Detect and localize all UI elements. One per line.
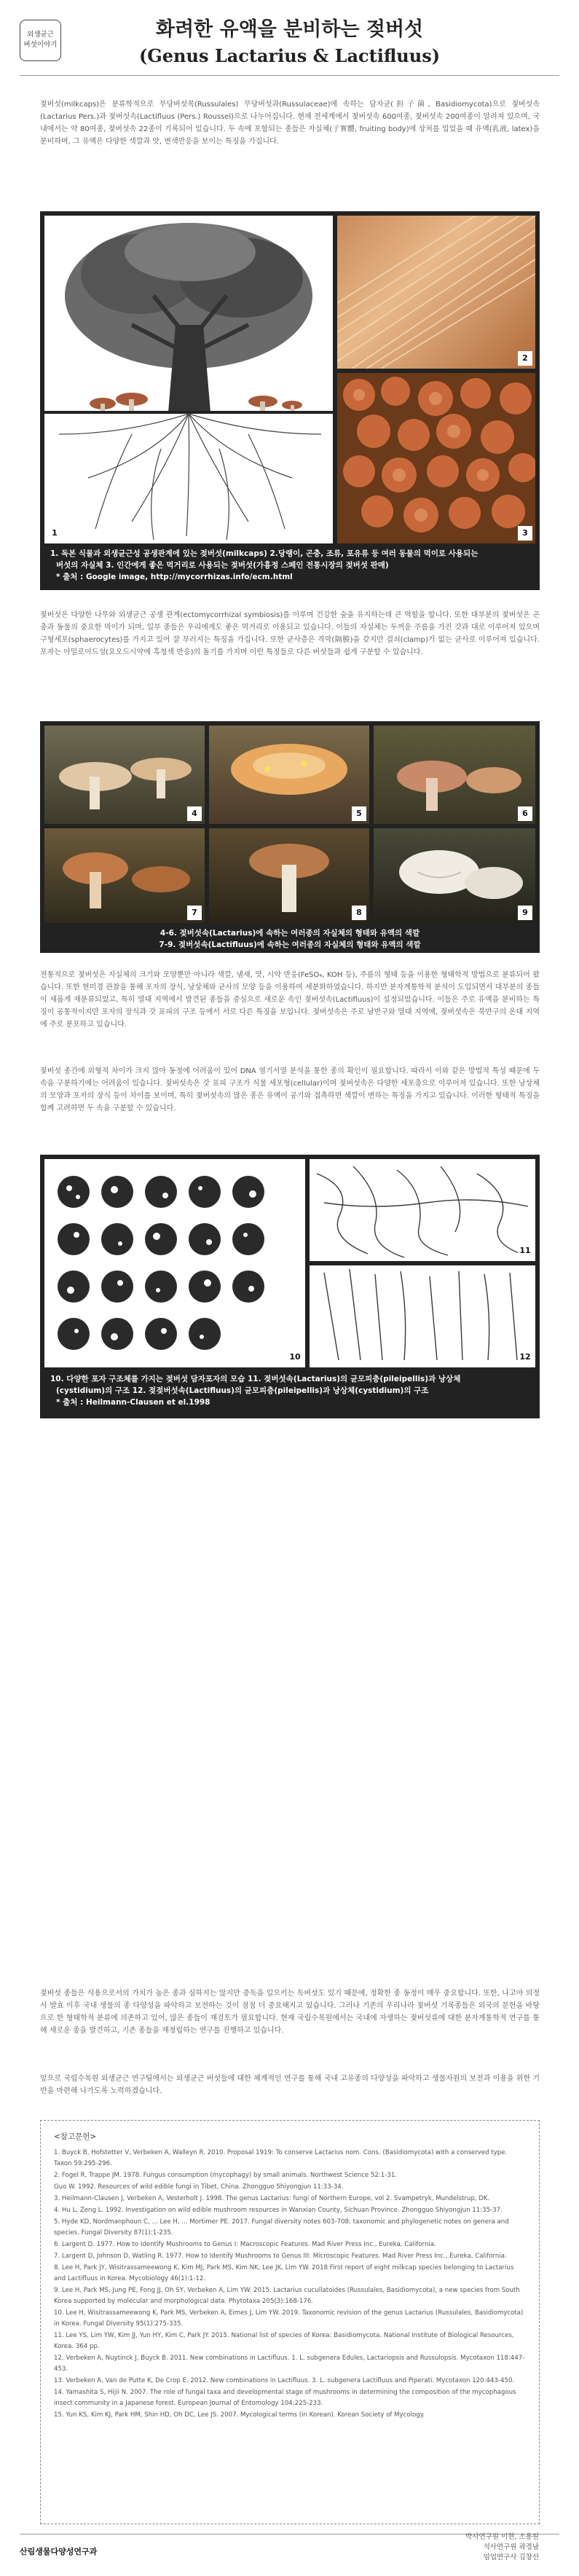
lactarius-photo-6 xyxy=(374,726,535,824)
references-box xyxy=(40,2120,540,2524)
title-divider xyxy=(20,75,559,76)
badge-line-1: 외생균근 xyxy=(27,31,54,39)
figure-number-4: 4 xyxy=(187,806,202,821)
references-list xyxy=(54,2148,526,2421)
spore-ornamentation-plate xyxy=(44,1159,305,1367)
hyphae-11-icon xyxy=(310,1159,535,1261)
market-mushrooms-icon xyxy=(337,373,535,543)
figure-1 xyxy=(40,211,540,590)
reference-item: 8. Lee H, Park JY, Wisitrassameewong K, Kim MJ, Park MS, Kim NK, Lee JK, Lim YW. 2018 First report of eight milkcap species belonging to Lactarius and Lactifluus in Korea. Mycobiology 46(1):1-12. xyxy=(54,2264,514,2282)
lactifluus-photo-7 xyxy=(44,828,205,923)
tree-illustration-icon xyxy=(44,216,333,543)
figure-number-7: 7 xyxy=(187,906,202,920)
lactarius-pileipellis-drawing xyxy=(310,1159,535,1261)
department-name: 산림생물다양성연구과 xyxy=(20,2547,98,2556)
figure-3-caption-line-2: (cystidium)의 구조 12. 젖젖버섯속(Lactifluus)의 균모피층(pileipellis)과 낭상체(cystidium)의 구조 xyxy=(56,1386,429,1395)
figure-1-caption-line-2: 버섯의 자실체 3. 인간에게 좋은 먹거리로 사용되는 젖버섯(가흉정 스페인 전통시장의 젖버섯 판매) xyxy=(56,561,389,570)
mushroom-9-icon xyxy=(374,828,535,923)
figure-number-8: 8 xyxy=(352,906,366,920)
lactifluus-photo-8 xyxy=(209,828,369,923)
figure-2-caption-line-2: 7-9. 젖버섯속(Lactifluus)에 속하는 여러종의 자실체의 형태와 유액의 색깔 xyxy=(159,941,421,949)
mushroom-8-icon xyxy=(209,828,369,923)
reference-item: 9. Lee H, Park MS, Jung PE, Fong JJ, Oh SY, Verbeken A, Lim YW. 2015. Lactarius cucullatoides (Russulales, Basidiomycota), a new species from South Korea supported by molecular and morphological data. Phytotaxa 205(3):168-176. xyxy=(54,2287,520,2305)
badge-line-2: 버섯이야기 xyxy=(23,41,58,49)
figure-number-3: 3 xyxy=(518,526,532,541)
author-line-2: 석사연구원 곽경남 xyxy=(483,2543,539,2551)
reference-item: Guo W. 1992. Resources of wild edible fungi in Tibet, China. Zhongguo Shiyongjun 11:33-34. xyxy=(54,2183,344,2191)
figure-number-2: 2 xyxy=(518,351,532,366)
reference-item: 12. Verbeken A, Nuytinck J, Buyck B. 2011. New combinations in Lactifluus. 1. L. subgenera Edules, Lactariopsis and Russulopsis. Mycotaxon 118:447-453. xyxy=(54,2355,525,2373)
market-milkcaps-photo xyxy=(337,373,535,543)
lactarius-photo-5 xyxy=(209,726,369,824)
reference-item: 14. Yamashita S, Hijii N. 2007. The role of fungal taxa and developmental stage of mushrooms in determining the composition of the mycophagous insect community in a Japanese forest. European Journal of Entomology 104:225-233. xyxy=(54,2389,516,2407)
figure-2 xyxy=(40,721,540,953)
gills-pattern-icon xyxy=(337,216,535,369)
reference-item: 3. Heilmann-Clausen J, Verbeken A, Vesterholt J. 1998. The genus Lactarius: fungi of Northern Europe, vol 2. Svampetryk, Mundelstrup, DK. xyxy=(54,2195,490,2202)
taxonomy-paragraph: 전통적으로 젖버섯은 자실체의 크기와 모양뿐만 아니라 색깔, 냄새, 맛, 시약 반응(FeSO₄, KOH 등), 주름의 형태 등을 이용한 형태학적 방법으로 분류되어 왔습니다. 또한 현미경 관찰을 통해 포자의 장식, 낭상체와 균사의 모양 등을 이용하여 세분화하였습니다. 하지만 분자계통학적 분석이 도입되면서 대부분의 종들이 새롭게 재분류되었고, 특히 열대 지역에서 발견된 종들을 중심으로 새로운 속인 젖버섯속(Lactifluus)이 설정되었습니다. 이들은 주로 유액을 분비하는 특징이 공통적이지만 포자의 장식과 갓 표피의 구조 등에서 서로 다른 특징을 보입니다. 젖버섯속은 주로 남반구와 열대 지역에, 젖버섯속은 북반구의 온대 지역에 주로 분포하고 있습니다. xyxy=(40,971,540,1029)
identification-paragraph: 젖버섯 종간에 외형적 차이가 크지 않아 동정에 어려움이 있어 DNA 염기서열 분석을 통한 종의 확인이 필요합니다. 따라서 이와 같은 방법적 특성 때문에 두 속을 구분하기에는 어려움이 있습니다. 젖버섯속은 갓 표피 구조가 식물 세포형(cellular)이며 젖버섯속은 다양한 세포층으로 이루어져 있습니다. 또한 낭상체의 모양과 포자의 장식 등이 차이를 보이며, 특히 젖버섯속의 많은 종은 유액이 공기와 접촉하면 색깔이 변하는 특징을 가지고 있습니다. 이러한 형태적 특징을 함께 고려하면 두 속을 구분할 수 있습니다. xyxy=(40,1067,540,1112)
reference-item: 5. Hyde KD, Nordmanphoun C, ... Lee H, ... Mortimer PE. 2017. Fungal diversity notes 603-708: taxonomic and phylogenetic notes on genera and species. Fungal Diversity 87(1):1-235. xyxy=(54,2218,509,2237)
figure-1-source: * 출처 : Google image, http://mycorrhizas.info/ecm.html xyxy=(56,573,293,581)
mushroom-5-icon xyxy=(209,726,369,824)
reference-item: 10. Lee H, Wisitrassameewong K, Park MS, Verbeken A, Eimes J, Lim YW. 2019. Taxonomic revision of the genus Lactarius (Russulales, Basidiomycota) in Korea. Fungal Diversity 95(1):275-335. xyxy=(54,2309,524,2328)
figure-3-source: * 출처 : Heilmann-Clausen et el.1998 xyxy=(56,1398,210,1407)
figure-number-10: 10 xyxy=(288,1350,302,1364)
intro-paragraph: 젖버섯(milkcaps)은 분류학적으로 무당버섯목(Russulales) 무당버섯과(Russulaceae)에 속하는 담자균(担子菌, Basidiomycota)으로 젖버섯속(Lactarius Pers.)과 젖버섯속(Lactifluus (Pers.) Roussel)으로 나누어집니다. 현재 전세계에서 젖버섯속 600여종, 젖버섯속 200여종이 알려져 있으며, 국내에서는 약 80여종, 젖버섯속 22종이 기록되어 있습니다. 두 속에 포함되는 종들은 자실체(子實體, fruiting body)에 상처를 입었을 때 유액(乳液, latex)을 분비하며, 그 유액은 다양한 색깔과 맛, 변색반응을 보이는 특징을 가집니다. xyxy=(40,101,540,146)
figure-3 xyxy=(40,1155,540,1418)
references-heading: <참고문헌> xyxy=(54,2132,97,2141)
conservation-paragraph: 젖버섯 종들은 식용으로서의 가치가 높은 종과 심하지는 않지만 중독을 일으키는 독버섯도 있기 때문에, 정확한 종 동정이 매우 중요합니다. 또한, 나고야 의정서 발효 이후 국내 생물의 종 다양성을 파악하고 보전하는 것이 점점 더 중요해지고 있습니다. 그러나 기존의 우리나라 젖버섯 기록종들은 외국의 문헌을 바탕으로 한 형태학적 분류에 의존하고 있어, 많은 종들이 재검토가 필요합니다. 현재 국립수목원에서는 국내에 자생하는 젖버섯류에 대한 분자계통학적 연구를 통해 새로운 종을 발견하고, 기존 종들을 재정립하는 연구를 진행하고 있습니다. xyxy=(40,1990,540,2035)
mushroom-6-icon xyxy=(374,726,535,824)
figure-number-9: 9 xyxy=(518,906,532,920)
figure-3-caption-line-1: 10. 다양한 포자 구조체를 가지는 젖버섯 담자포자의 모습 11. 젖버섯속(Lactarius)의 균모피층(pileipellis)과 낭상체 xyxy=(50,1375,461,1383)
reference-item: 2. Fogel R, Trappe JM. 1978. Fungus consumption (mycophagy) by small animals. Northwest Science 52:1-31. xyxy=(54,2172,398,2179)
tree-mycorrhiza-illustration xyxy=(44,216,333,543)
lactifluus-photo-9 xyxy=(374,828,535,923)
mushroom-7-icon xyxy=(44,828,205,923)
reference-item: 1. Buyck B, Hofstetter V, Verbeken A, Walleyn R. 2010. Proposal 1919: To conserve Lactarius nom. Cons. (Basidiomycota) with a conserved type. Taxon 59:295-296. xyxy=(54,2149,508,2167)
reference-item: 13. Verbeken A, Van de Putte K, De Crop E. 2012. New combinations in Lactifluus. 3. L. subgenera Lactifluus and Piperati. Mycotaxon 120:443-450. xyxy=(54,2377,515,2384)
spores-icon xyxy=(44,1159,305,1367)
author-line-3: 임업연구사 김창선 xyxy=(483,2553,539,2561)
figure-number-6: 6 xyxy=(518,806,532,821)
mushroom-gills-photo xyxy=(337,216,535,369)
figure-number-11: 11 xyxy=(518,1244,532,1258)
mushroom-4-icon xyxy=(44,726,205,824)
authors xyxy=(465,2532,539,2563)
figure-2-caption-line-1: 4-6. 젖버섯속(Lactarius)에 속하는 여러종의 자실체의 형태와 유액의 색깔 xyxy=(159,929,420,938)
reference-item: 15. Yun KS, Kim KJ, Park HM, Shin HD, Oh DC, Lee JS. 2007. Mycological terms (in Korean). Korean Society of Mycology. xyxy=(54,2411,425,2419)
lactarius-photo-4 xyxy=(44,726,205,824)
figure-1-caption-line-1: 1. 독본 식물과 외생균근성 공생관계에 있는 젖버섯(milkcaps) 2.당랭이, 곤충, 조류, 포유류 등 여러 동물의 먹이로 사용되는 xyxy=(50,549,478,558)
article-subtitle: (Genus Lactarius & Lactifluus) xyxy=(138,45,441,66)
article-title: 화려한 유액을 분비하는 젖버섯 xyxy=(155,18,424,41)
reference-item: 7. Largent D, Johnson D, Watling R. 1977. How to Identify Mushrooms to Genus III: Microscopic Features. Mad River Press Inc., Eureka, California. xyxy=(54,2253,507,2260)
figure-number-5: 5 xyxy=(352,806,366,821)
lactifluus-pileipellis-drawing xyxy=(310,1265,535,1367)
hyphae-12-icon xyxy=(310,1265,535,1367)
reference-item: 6. Largent D. 1977. How to Identify Mushrooms to Genus I: Macroscopic Features. Mad River Press Inc., Eureka, California. xyxy=(54,2241,436,2248)
closing-paragraph: 앞으로 국립수목원 외생균근 연구팀에서는 외생균근 버섯들에 대한 체계적인 연구를 통해 국내 고유종의 다양성을 파악하고 생물자원의 보전과 이용을 위한 기반을 마련해 나가도록 노력하겠습니다. xyxy=(40,2075,540,2095)
figure-number-12: 12 xyxy=(518,1350,532,1364)
figure-number-1: 1 xyxy=(47,526,62,541)
reference-item: 11. Lee YS, Lim YW, Kim JJ, Yun HY, Kim C, Park JY. 2015. National list of species of Korea: Basidiomycota. National Institute of Biological Resources, Korea. 364 pp. xyxy=(54,2332,514,2350)
ecology-paragraph: 젖버섯은 다양한 나무와 외생균근 공생 관계(ectomycorrhizal symbiosis)를 이루며 건강한 숲을 유지하는데 큰 역할을 합니다. 또한 대부분의 젖버섯은 곤충과 동물의 중요한 먹이가 되며, 일부 종들은 우리에게도 좋은 먹거리로 이용되고 있습니다. 이들의 자실체는 두꺼운 주름을 가진 갓과 대로 이루어져 있으며 구형세포(sphaerocytes)를 가지고 있어 잘 부러지는 특징을 가집니다. 또한 균사층은 격막(隔膜)을 갖지만 걸쇠(clamp)가 없는 균사로 이루어져 있습니다. 포자는 아밀로이드성(요오드시약에 흑청색 반응)의 돌기를 가지며 이런 특징들로 다른 버섯들과 쉽게 구분할 수 있습니다. xyxy=(40,611,540,656)
author-line-1: 박사연구원 이현, 소용원 xyxy=(465,2533,539,2541)
reference-item: 4. Hu L, Zeng L. 1992. Investigation on wild edible mushroom resources in Wanxian County, Sichuan Province. Zhongguo Shiyongjun 11:35-37. xyxy=(54,2207,503,2214)
